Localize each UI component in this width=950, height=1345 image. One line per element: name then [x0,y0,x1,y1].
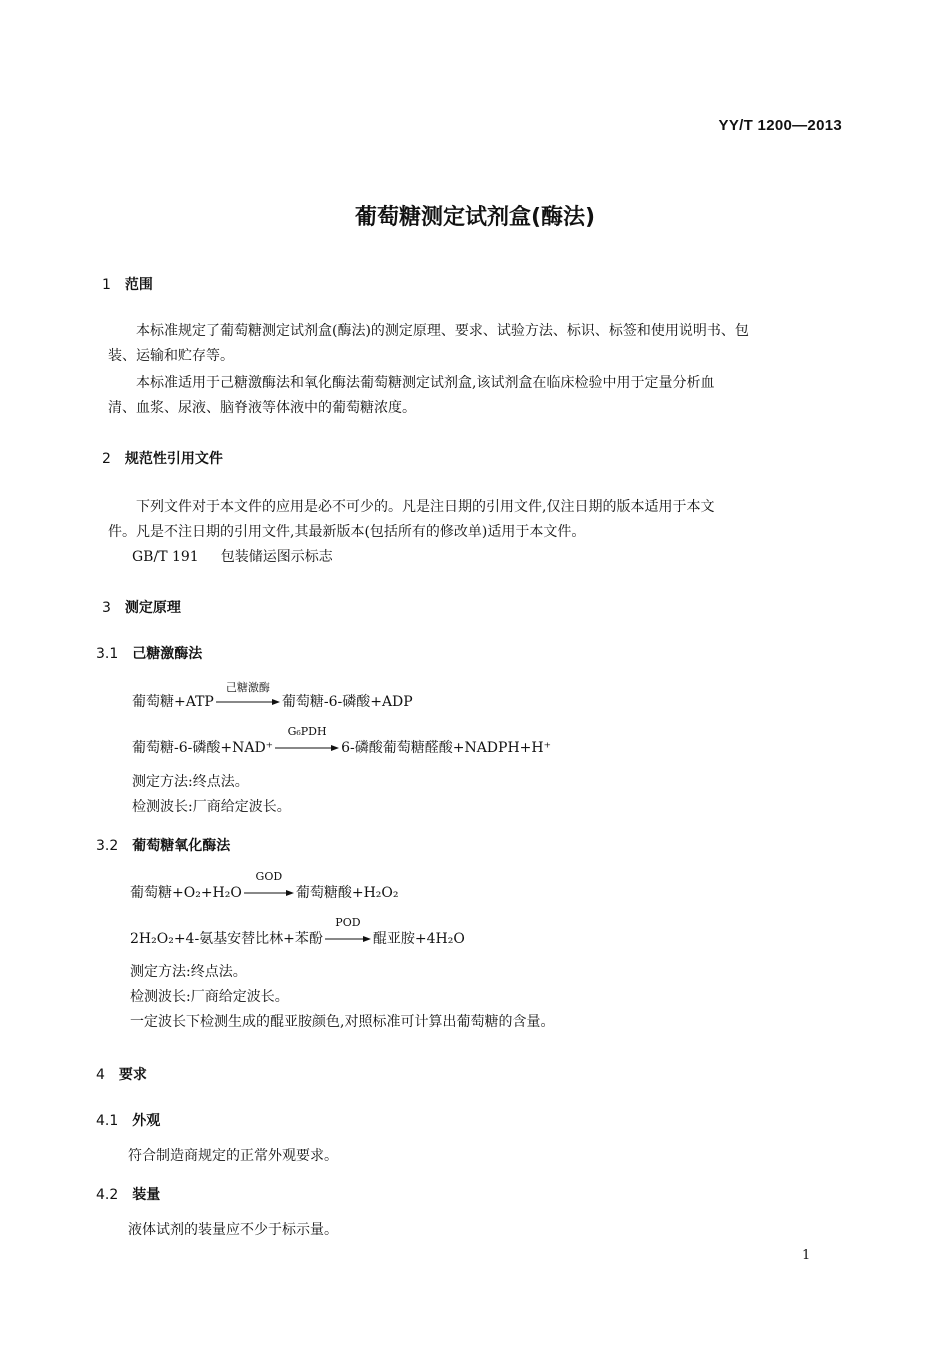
section-number: 3.1 [96,646,119,662]
reaction-arrow [325,916,371,946]
equation-products: 葡萄糖-6-磷酸+ADP [281,694,413,710]
enzyme-label: G₆PDH [287,725,327,738]
text-line: 件。凡是不注日期的引用文件,其最新版本(包括所有的修改单)适用于本文件。 [108,524,586,540]
appearance-requirement: 符合制造商规定的正常外观要求。 [128,1148,338,1164]
section-title: 范围 [124,277,153,293]
hexokinase-method-notes [132,770,291,820]
text-line: 清、血浆、尿液、脑脊液等体液中的葡萄糖浓度。 [108,400,416,416]
section-title: 要求 [118,1067,147,1083]
section-title: 规范性引用文件 [124,451,223,467]
section-number: 4 [96,1067,105,1083]
equation-reactants: 葡萄糖+ATP [132,694,214,710]
section-number: 4.1 [96,1113,119,1129]
reaction-arrow [244,870,294,900]
text-line: 本标准规定了葡萄糖测定试剂盒(酶法)的测定原理、要求、试验方法、标识、标签和使用说明书、包 [136,323,749,339]
section-title: 己糖激酶法 [132,646,203,662]
text-line: 本标准适用于己糖激酶法和氧化酶法葡萄糖测定试剂盒,该试剂盒在临床检验中用于定量分析血 [136,375,715,391]
scope-paragraph-1 [108,319,848,369]
section-title: 装量 [132,1187,161,1203]
subsection-4-2-heading [96,1184,160,1204]
section-4-heading [96,1064,147,1084]
equation-hexokinase-1 [132,681,413,711]
equation-reactants: 葡萄糖-6-磷酸+NAD⁺ [132,740,274,756]
equation-products: 6-磷酸葡萄糖醛酸+NADPH+H⁺ [341,740,551,756]
right-arrow-icon [275,744,339,752]
right-arrow-icon [325,935,371,943]
text-line: 下列文件对于本文件的应用是必不可少的。凡是注日期的引用文件,仅注日期的版本适用于本文 [136,499,715,515]
detection-wavelength: 检测波长:厂商给定波长。 [132,799,291,815]
section-title: 外观 [132,1113,161,1129]
oxidase-method-notes [130,960,554,1035]
reaction-arrow [216,681,280,709]
right-arrow-icon [244,889,294,897]
section-1-heading [102,274,153,294]
subsection-3-1-heading [96,643,202,663]
enzyme-label: GOD [255,870,283,883]
section-number: 4.2 [96,1187,119,1203]
equation-products: 葡萄糖酸+H₂O₂ [295,885,399,901]
reference-entry [108,545,848,570]
equation-reactants: 2H₂O₂+4-氨基安替比林+苯酚 [130,931,323,947]
standard-code: YY/T 1200—2013 [718,117,842,134]
section-number: 3 [102,600,111,616]
reaction-arrow [275,725,339,755]
equation-products: 醌亚胺+4H₂O [372,931,465,947]
measurement-method: 测定方法:终点法。 [132,774,249,790]
enzyme-label: POD [335,916,361,929]
reference-code: GB/T 191 [132,549,199,565]
page-number: 1 [802,1248,811,1263]
document-title: 葡萄糖测定试剂盒(酶法) [354,205,596,230]
enzyme-label: 己糖激酶 [225,681,270,694]
section-3-heading [102,597,181,617]
reference-title: 包装储运图示标志 [220,549,333,565]
measurement-method: 测定方法:终点法。 [130,964,247,980]
section-number: 3.2 [96,838,119,854]
detection-wavelength: 检测波长:厂商给定波长。 [130,989,289,1005]
right-arrow-icon [216,698,280,706]
scope-paragraph-2 [108,371,848,421]
volume-requirement: 液体试剂的装量应不少于标示量。 [128,1222,338,1238]
normative-references-paragraph [108,495,848,570]
subsection-4-1-heading [96,1110,160,1130]
section-title: 葡萄糖氧化酶法 [132,838,231,854]
measurement-note: 一定波长下检测生成的醌亚胺颜色,对照标准可计算出葡萄糖的含量。 [130,1014,555,1030]
section-number: 1 [102,277,111,293]
equation-hexokinase-2 [132,725,551,757]
section-2-heading [102,448,223,468]
equation-reactants: 葡萄糖+O₂+H₂O [130,885,242,901]
text-line: 装、运输和贮存等。 [108,348,234,364]
section-number: 2 [102,451,111,467]
section-title: 测定原理 [124,600,181,616]
equation-glucose-oxidase-2 [130,916,465,948]
equation-glucose-oxidase-1 [130,870,399,902]
subsection-3-2-heading [96,835,230,855]
